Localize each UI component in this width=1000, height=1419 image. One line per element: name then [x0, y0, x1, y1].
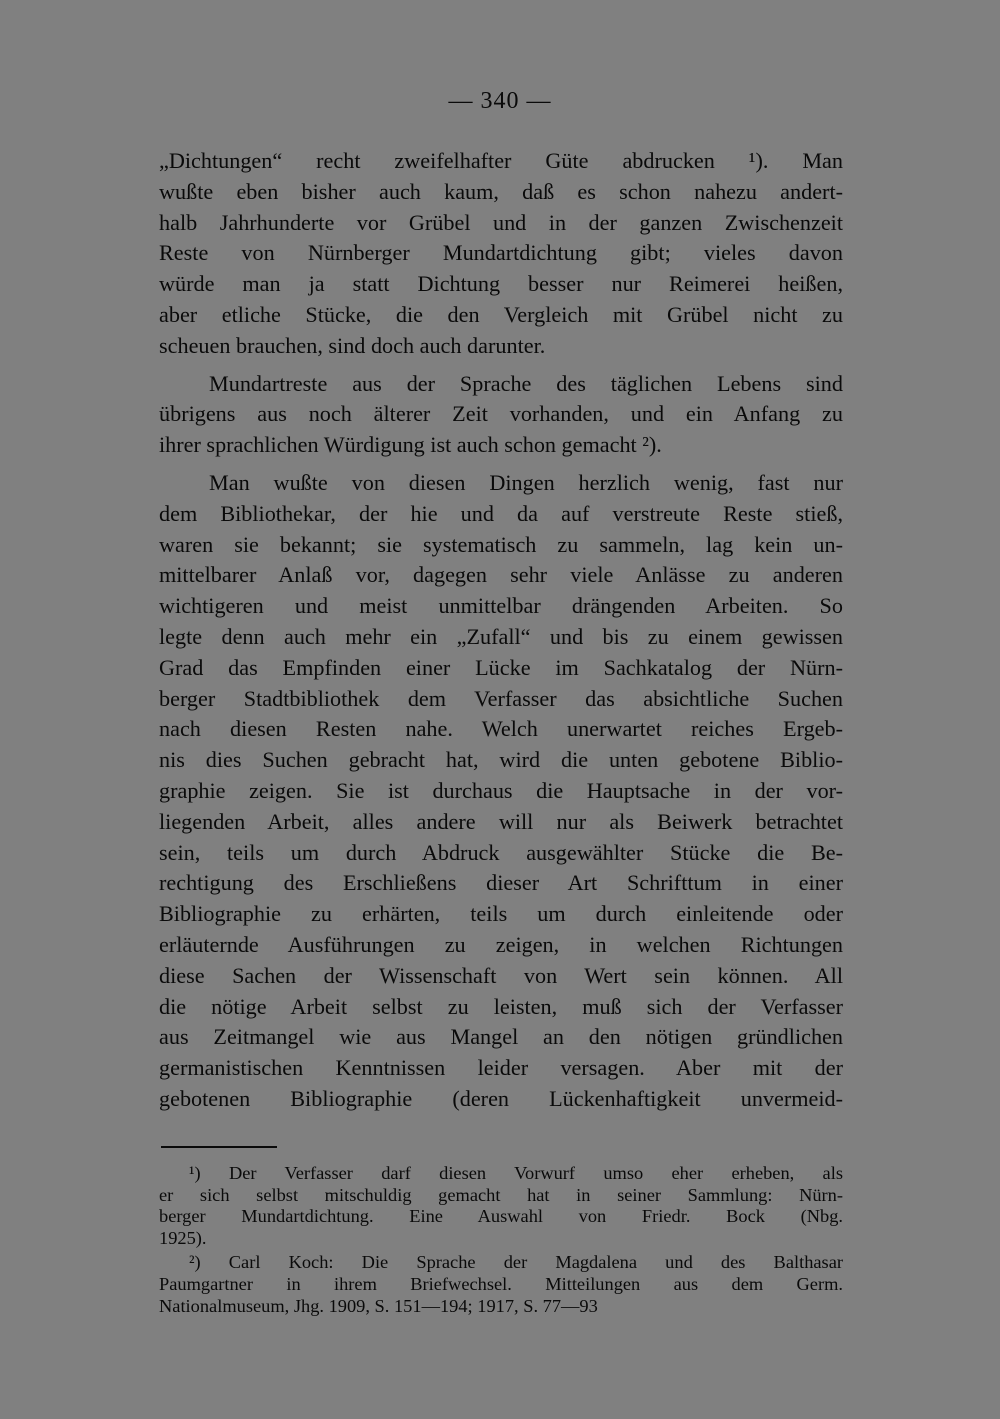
text-line: die nötige Arbeit selbst zu leisten, muß sich der Verfasser: [159, 993, 843, 1019]
text-line: Reste von Nürnberger Mundartdichtung gibt; vieles davon: [159, 240, 843, 266]
footnote-line: ²) Carl Koch: Die Sprache der Magdalena und des Balthasar: [189, 1252, 843, 1273]
paragraph-gap: [159, 362, 843, 369]
text-line: nach diesen Resten nahe. Welch unerwartet reiches Ergeb-: [159, 716, 843, 742]
text-line: übrigens aus noch älterer Zeit vorhanden, und ein Anfang zu: [159, 401, 843, 427]
text-line: liegenden Arbeit, alles andere will nur als Beiwerk betrachtet: [159, 808, 843, 834]
text-line: germanistischen Kenntnissen leider versagen. Aber mit der: [159, 1055, 843, 1081]
paragraph-gap: [159, 461, 843, 468]
text-line: ihrer sprachlichen Würdigung ist auch schon gemacht ²).: [159, 432, 662, 458]
text-line: scheuen brauchen, sind doch auch darunter.: [159, 332, 546, 358]
text-line: mittelbarer Anlaß vor, dagegen sehr viele Anlässe zu anderen: [159, 562, 843, 588]
text-line: berger Stadtbibliothek dem Verfasser das absichtliche Suchen: [159, 685, 843, 711]
text-line: Grad das Empfinden einer Lücke im Sachkatalog der Nürn-: [159, 654, 843, 680]
text-line: „Dichtungen“ recht zweifelhafter Güte abdrucken ¹). Man: [159, 148, 843, 173]
text-line: waren sie bekannt; sie systematisch zu sammeln, lag kein un-: [159, 531, 843, 557]
paragraph: [159, 468, 843, 1115]
text-line: wußte eben bisher auch kaum, daß es schon nahezu andert-: [159, 178, 843, 204]
main-text: [159, 146, 843, 1115]
text-line: Bibliographie zu erhärten, teils um durch einleitende oder: [159, 901, 843, 927]
text-line: rechtigung des Erschließens dieser Art Schrifttum in einer: [159, 870, 843, 896]
text-line: aus Zeitmangel wie aus Mangel an den nötigen gründlichen: [159, 1024, 843, 1050]
footnote-line: er sich selbst mitschuldig gemacht hat in seiner Sammlung: Nürn-: [159, 1184, 843, 1205]
text-line: aber etliche Stücke, die den Vergleich mit Grübel nicht zu: [159, 301, 843, 327]
paragraph: [159, 369, 843, 461]
text-line: gebotenen Bibliographie (deren Lückenhaftigkeit unvermeid-: [159, 1085, 843, 1111]
text-line: diese Sachen der Wissenschaft von Wert sein können. All: [159, 962, 843, 988]
text-line: wichtigeren und meist unmittelbar drängenden Arbeiten. So: [159, 593, 843, 619]
footnote-2: [159, 1252, 843, 1317]
text-line: graphie zeigen. Sie ist durchaus die Hauptsache in der vor-: [159, 777, 843, 803]
footnote-1: [159, 1163, 843, 1249]
footnote-line: Nationalmuseum, Jhg. 1909, S. 151—194; 1917, S. 77—93: [159, 1295, 598, 1316]
text-line: erläuternde Ausführungen zu zeigen, in welchen Richtungen: [159, 931, 843, 957]
text-line: Man wußte von diesen Dingen herzlich wenig, fast nur: [209, 469, 843, 495]
text-line: legte denn auch mehr ein „Zufall“ und bis zu einem gewissen: [159, 623, 843, 649]
text-line: nis dies Suchen gebracht hat, wird die unten gebotene Biblio-: [159, 747, 843, 773]
footnote-line: ¹) Der Verfasser darf diesen Vorwurf umso eher erheben, als: [189, 1163, 843, 1183]
text-line: Mundartreste aus der Sprache des täglichen Lebens sind: [209, 370, 843, 396]
paragraph: [159, 146, 843, 362]
text-line: sein, teils um durch Abdruck ausgewählter Stücke die Be-: [159, 839, 843, 865]
text-line: würde man ja statt Dichtung besser nur Reimerei heißen,: [159, 271, 843, 297]
footnotes: [159, 1163, 843, 1317]
footnote-line: 1925).: [159, 1227, 207, 1248]
text-line: halb Jahrhunderte vor Grübel und in der ganzen Zwischenzeit: [159, 209, 843, 235]
footnote-line: berger Mundartdichtung. Eine Auswahl von Friedr. Bock (Nbg.: [159, 1206, 843, 1227]
text-line: dem Bibliothekar, der hie und da auf verstreute Reste stieß,: [159, 500, 843, 526]
page-number: — 340 —: [448, 88, 552, 114]
footnote-divider: [161, 1146, 277, 1148]
footnote-line: Paumgartner in ihrem Briefwechsel. Mitteilungen aus dem Germ.: [159, 1273, 843, 1294]
